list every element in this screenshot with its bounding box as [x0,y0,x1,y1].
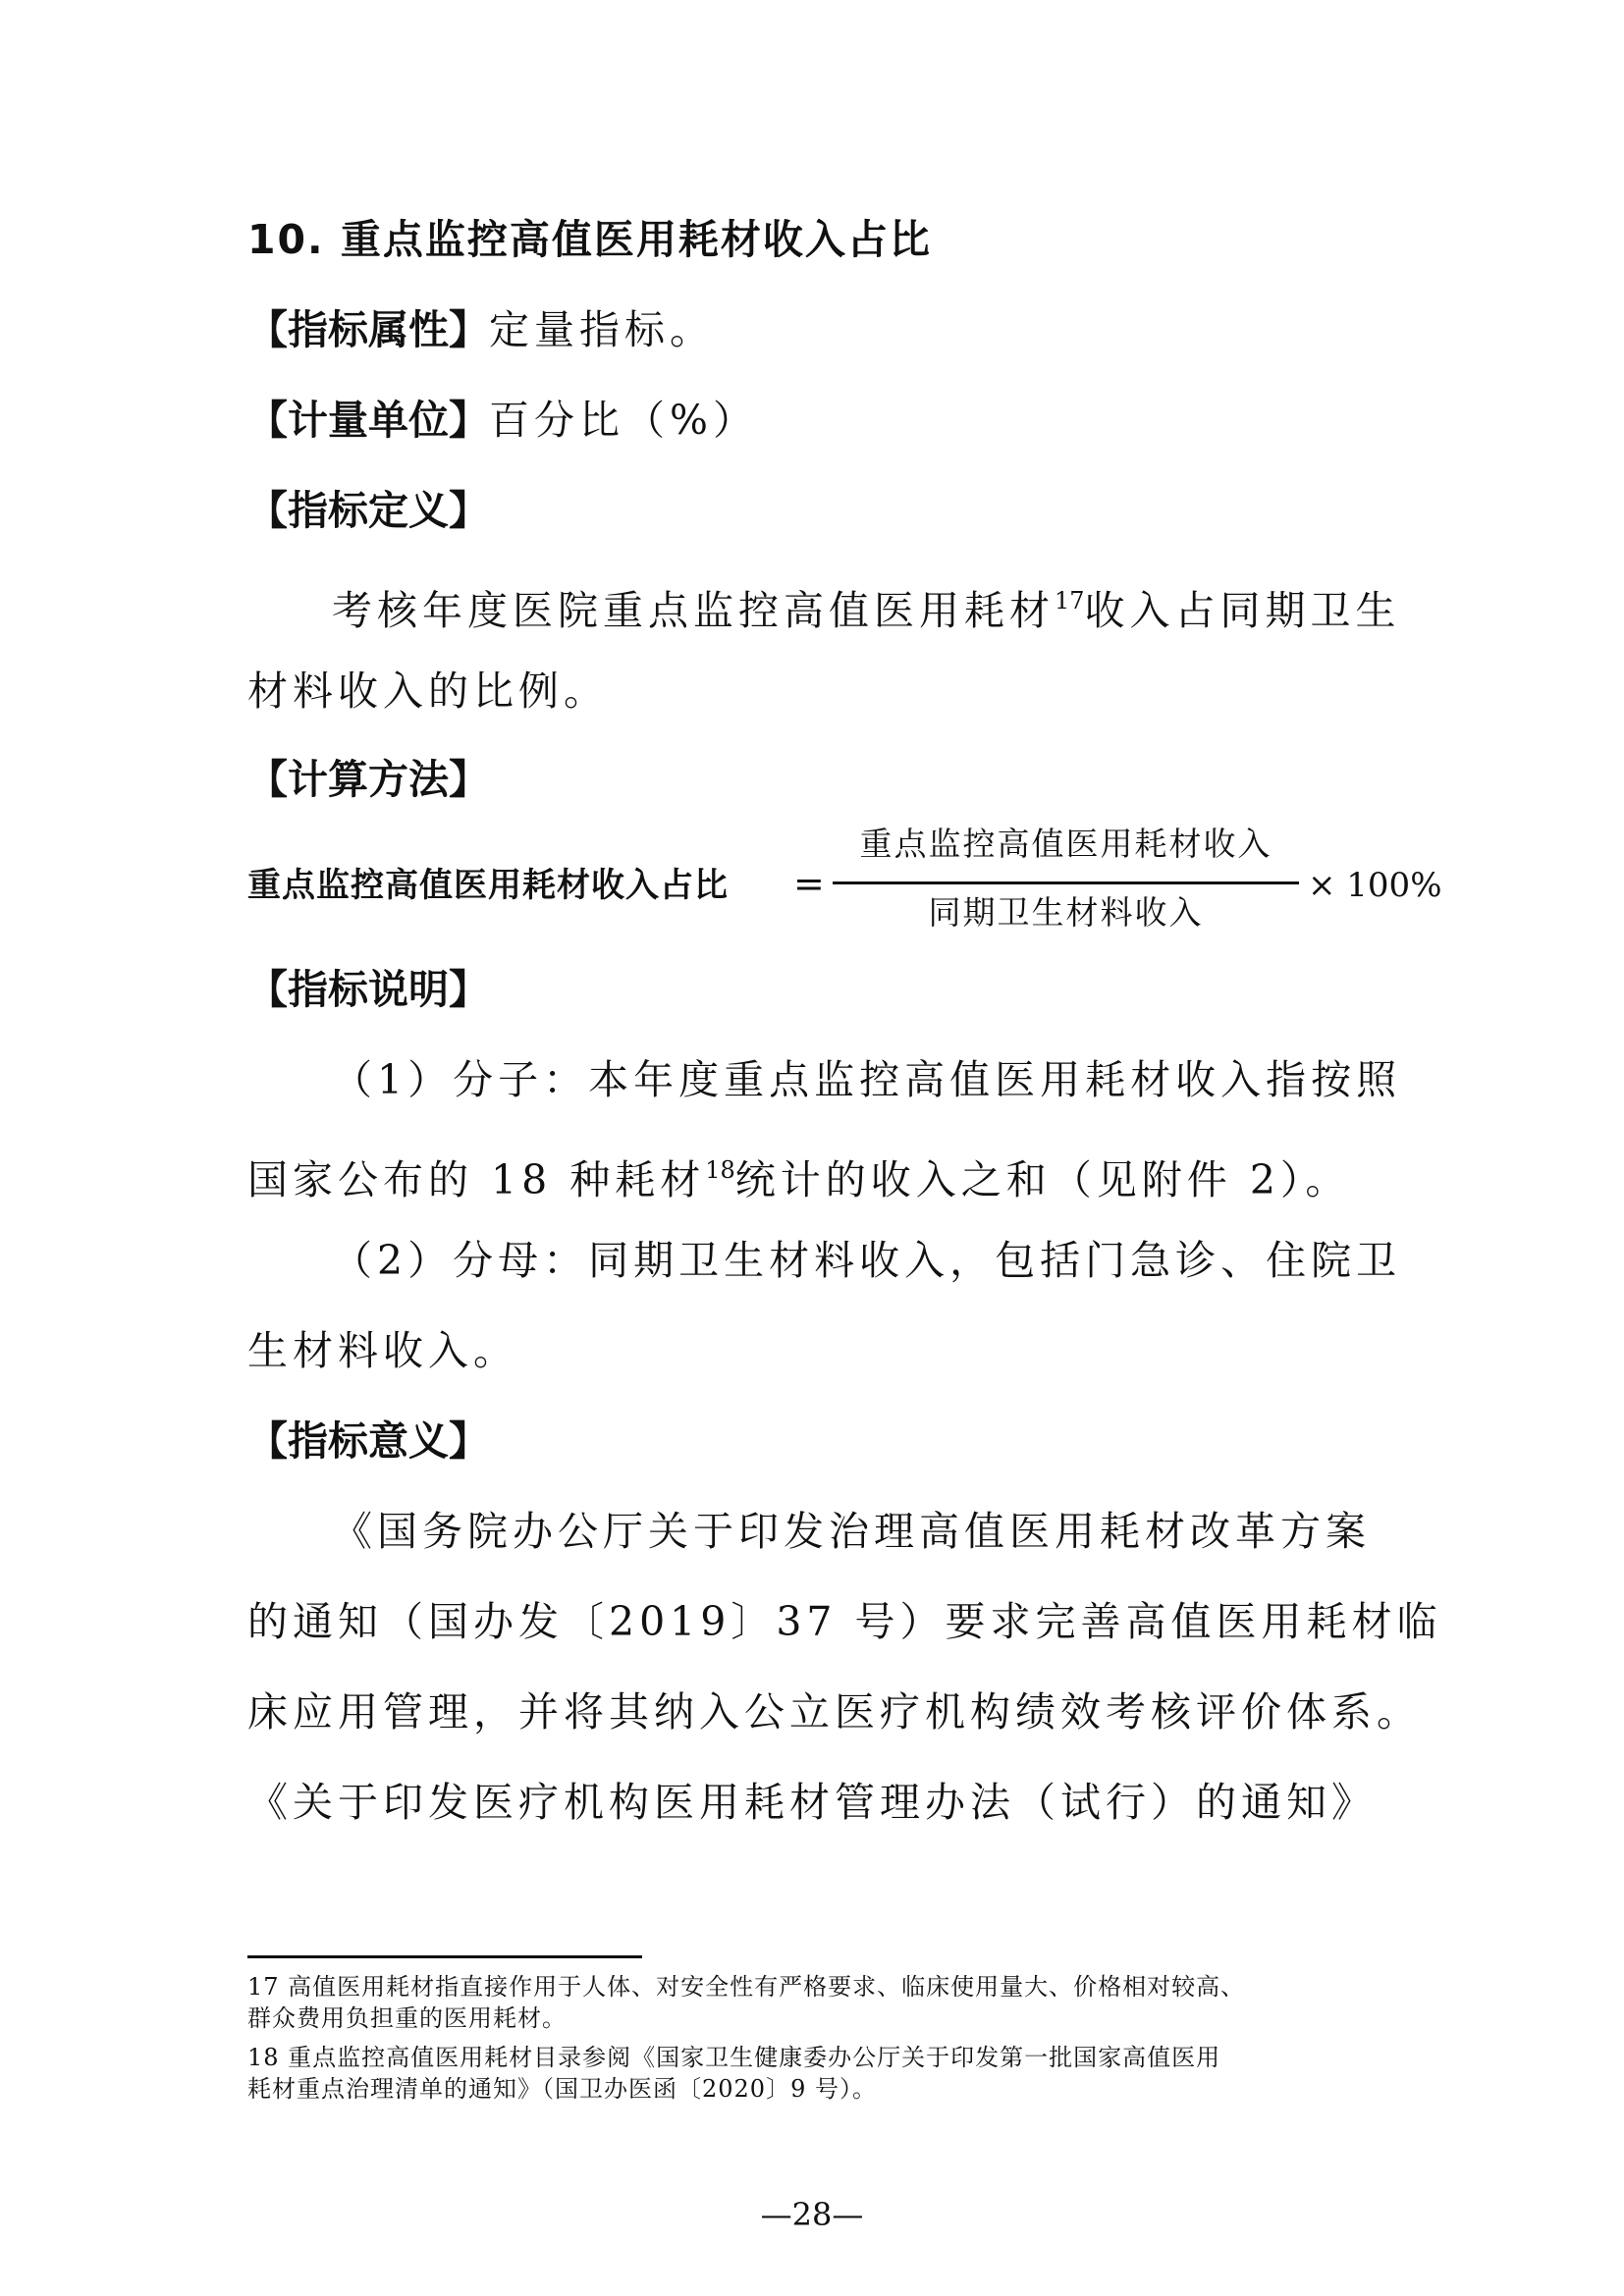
formula-lhs: 重点监控高值医用耗材收入占比 [247,866,729,905]
fraction-bar [833,881,1299,884]
footnote-ref-18[interactable]: 18 [705,1156,735,1184]
footnote-17-line-2: 群众费用负担重的医用耗材。 [247,2004,567,2032]
significance-line-2: 的通知（国办发〔2019〕37 号）要求完善高值医用耗材临 [247,1598,1442,1645]
definition-text-a: 考核年度医院重点监控高值医用耗材 [332,587,1055,634]
explanation-p2-line-2: 生材料收入。 [247,1327,518,1374]
attribute-value: 定量指标。 [489,306,715,353]
significance-label: 【指标意义】 [247,1417,489,1465]
significance-line-4: 《关于印发医疗机构医用耗材管理办法（试行）的通知》 [247,1779,1377,1826]
attribute-row [247,302,715,357]
significance-line-3: 床应用管理，并将其纳入公立医疗机构绩效考核评价体系。 [247,1688,1422,1735]
formula-denominator: 同期卫生材料收入 [928,893,1204,932]
unit-value: 百分比（%） [489,397,758,444]
explanation-text-a: 国家公布的 18 种耗材 [247,1156,706,1203]
definition-line-1 [332,573,1401,638]
explanation-label: 【指标说明】 [247,966,489,1013]
definition-label: 【指标定义】 [247,487,489,534]
explanation-p1-line-2 [247,1143,1350,1207]
significance-line-1: 《国务院办公厅关于印发治理高值医用耗材改革方案 [332,1508,1371,1555]
page-number: —28— [760,2196,864,2233]
footnote-18-line-1: 18 重点监控高值医用耗材目录参阅《国家卫生健康委办公厅关于印发第一批国家高值医用 [247,2044,1221,2071]
footnote-ref-17[interactable]: 17 [1055,587,1085,614]
explanation-p1-line-1: （1）分子：本年度重点监控高值医用耗材收入指按照 [332,1056,1402,1103]
section-title: 10. 重点监控高值医用耗材收入占比 [247,216,932,263]
attribute-label: 【指标属性】 [247,306,489,353]
formula-numerator: 重点监控高值医用耗材收入 [859,825,1272,863]
formula-equals: = [793,862,825,905]
formula-multiplier: × 100% [1308,866,1442,905]
definition-line-2: 材料收入的比例。 [247,667,609,715]
method-label: 【计算方法】 [247,756,489,803]
unit-row [247,393,758,448]
definition-text-b: 收入占同期卫生 [1084,587,1401,634]
explanation-text-b: 统计的收入之和（见附件 2）。 [734,1156,1351,1203]
footnote-18-line-2: 耗材重点治理清单的通知》（国卫办医函〔2020〕9 号）。 [247,2075,877,2103]
formula [247,823,1465,940]
footnote-17-line-1: 17 高值医用耗材指直接作用于人体、对安全性有严格要求、临床使用量大、价格相对较高、 [247,1973,1246,2001]
unit-label: 【计量单位】 [247,397,489,444]
footnote-divider [247,1955,642,1958]
explanation-p2-line-1: （2）分母：同期卫生材料收入，包括门急诊、住院卫 [332,1237,1402,1284]
